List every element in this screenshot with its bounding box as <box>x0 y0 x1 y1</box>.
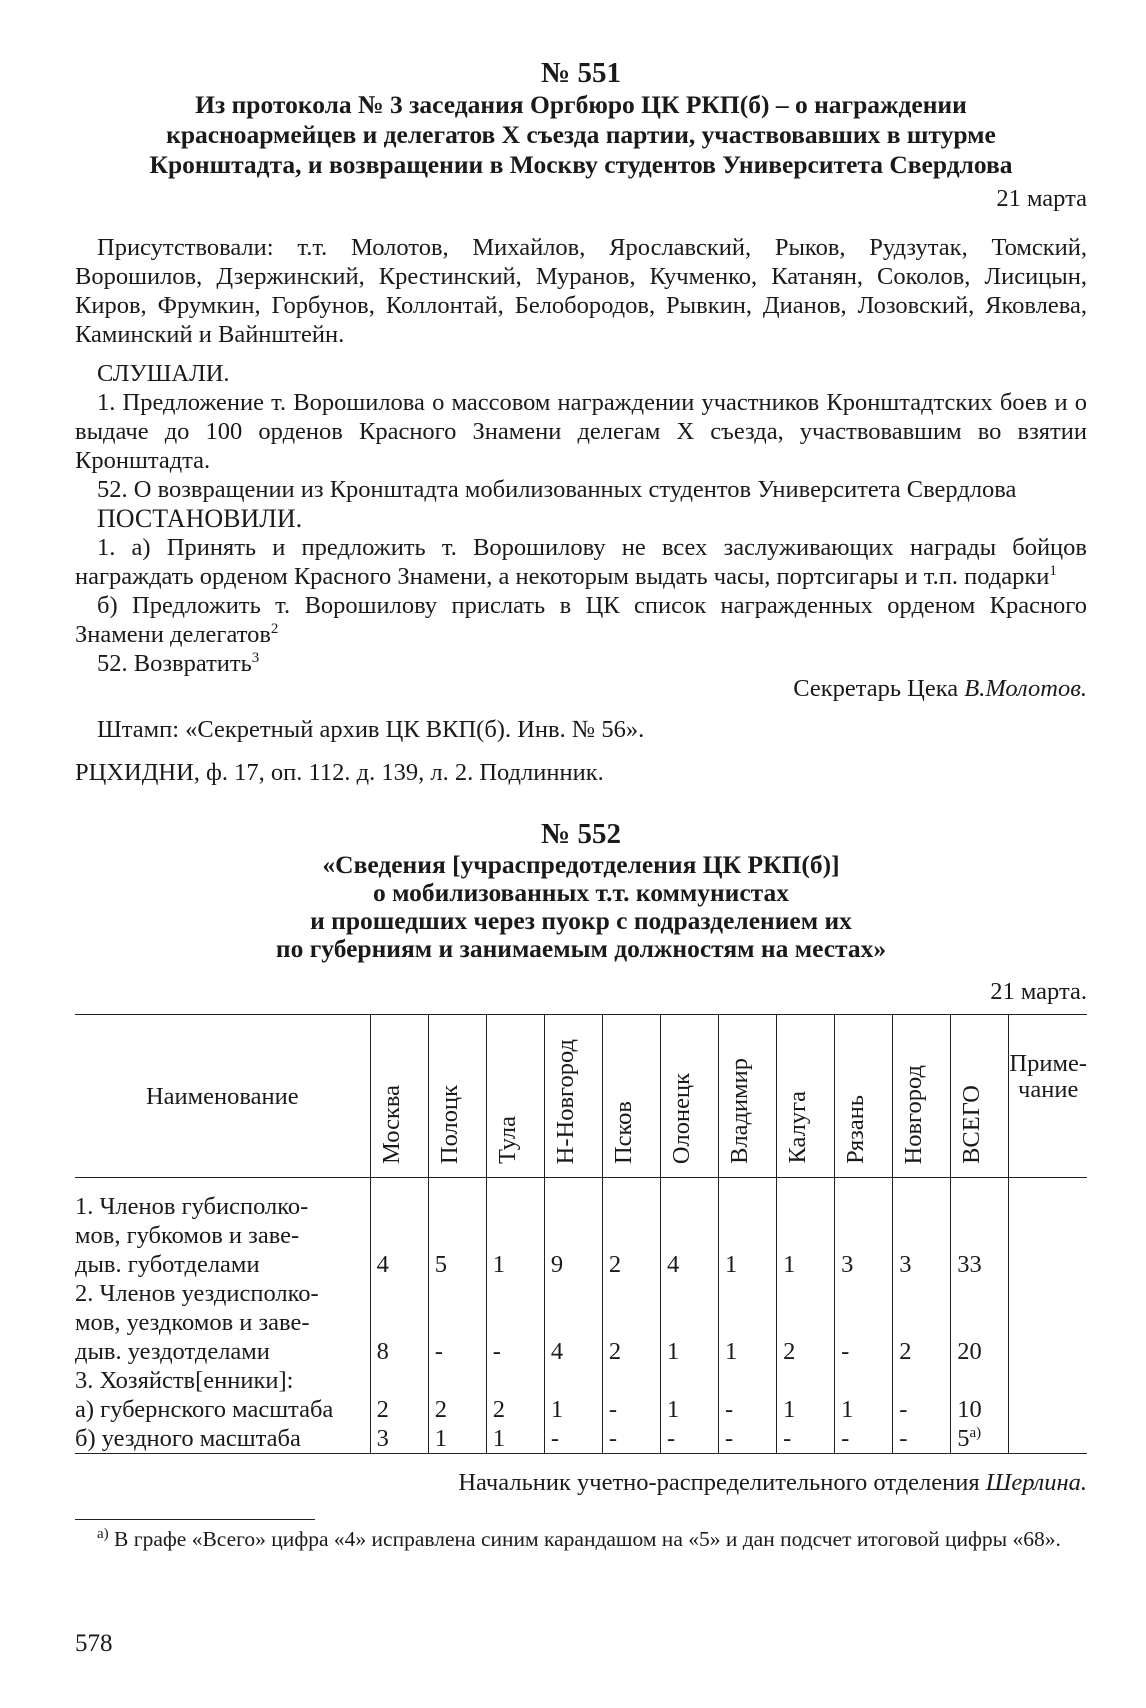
table-cell <box>951 1279 1009 1366</box>
row-label-line: б) уездного масштаба <box>75 1425 301 1452</box>
title-line: Кронштадта, и возвращении в Москву студентов Университета Свердлова <box>149 150 1013 179</box>
header-column: Тула <box>493 1115 521 1164</box>
cell-value: 8 <box>376 1338 389 1365</box>
cell-value: 20 <box>957 1338 982 1365</box>
header-note-line: Приме- <box>1009 1050 1087 1077</box>
heard-heading: СЛУШАЛИ. <box>97 360 230 387</box>
row-label-line: дыв. губотделами <box>75 1251 260 1278</box>
cell-value: 5 <box>957 1425 970 1452</box>
cell-value: 33 <box>957 1251 982 1278</box>
cell-value: - <box>725 1425 734 1452</box>
table-cell <box>893 1279 951 1366</box>
cell-value: 5 <box>434 1251 447 1278</box>
row-label-line: а) губернского масштаба <box>75 1396 334 1423</box>
title-line: красноармейцев и делегатов X съезда партии, участвовавших в штурме <box>166 120 996 149</box>
attendees: Присутствовали: т.т. Молотов, Михайлов, Ярославский, Рыков, Рудзутак, Томский, Ворошилов, Дзержинский, Крестинский, Муранов, Кучменко, Катанян, Соколов, Лисицын, Киров, Фрумкин, Горбунов, Коллонтай, Белобородов, Рывкин, Дианов, Лозовский, Яковлева, Каминский и Вайнштейн. <box>75 234 1087 348</box>
cell-value: - <box>666 1425 676 1452</box>
cell-value: 3 <box>841 1251 854 1278</box>
table-cell <box>719 1178 777 1280</box>
table-cell <box>719 1366 777 1424</box>
table-cell <box>777 1178 835 1280</box>
title-line: и прошедших через пуокр с подразделением их <box>310 906 852 935</box>
cell-value: 1 <box>666 1338 680 1365</box>
resolved-item-1b <box>75 591 1087 649</box>
table-cell <box>835 1424 893 1454</box>
header-column: Москва <box>377 1085 405 1164</box>
table-header-row <box>75 1015 1087 1178</box>
table-cell <box>951 1366 1009 1424</box>
text: б) Предложить т. Ворошилову прислать в ЦК список награжденных орденом Красного Знамени делегатов <box>75 592 1087 648</box>
cell-value: 4 <box>550 1338 564 1365</box>
row-label-line: мов, губкомов и заве- <box>75 1222 300 1249</box>
table-cell <box>544 1178 602 1280</box>
cell-value: 3 <box>376 1425 389 1452</box>
row-label-line: 1. Членов губисполко- <box>75 1193 309 1220</box>
signature-name: Шерлина. <box>985 1469 1087 1496</box>
doc-551-number: № 551 <box>541 57 621 89</box>
cell-value: - <box>841 1338 850 1365</box>
table-cell <box>370 1279 428 1366</box>
title-line: Из протокола № 3 заседания Оргбюро ЦК РКП(б) – о награждении <box>195 90 967 119</box>
heard-item-1: 1. Предложение т. Ворошилова о массовом награждении участников Кронштадтских боев и о выдаче до 100 орденов Красного Знамени делегам X съезда, участвовавшим во взятии Кронштадта. <box>75 389 1087 474</box>
table-cell <box>777 1279 835 1366</box>
cell-value: 1 <box>783 1251 796 1278</box>
table-cell <box>370 1366 428 1424</box>
cell-value: 1 <box>492 1251 505 1278</box>
page-number: 578 <box>75 1630 113 1657</box>
table-cell <box>951 1424 1009 1454</box>
footnote <box>75 1526 1087 1552</box>
cell-value: 2 <box>608 1251 622 1278</box>
table-cell <box>428 1178 486 1280</box>
footnote-ref: 3 <box>251 649 260 666</box>
row-label <box>75 1424 370 1454</box>
header-column: Новгород <box>900 1064 928 1164</box>
mobilized-communists-table <box>75 1014 1087 1454</box>
table-row <box>75 1178 1087 1280</box>
table-cell <box>602 1279 660 1366</box>
title-line: о мобилизованных т.т. коммунистах <box>373 878 789 907</box>
header-name: Наименование <box>145 1082 299 1110</box>
table-cell <box>893 1178 951 1280</box>
doc-551-title <box>75 90 1087 180</box>
cell-value: 1 <box>550 1396 564 1423</box>
cell-value: 1 <box>841 1396 854 1423</box>
table-cell <box>835 1279 893 1366</box>
heard-item-52: 52. О возвращении из Кронштадта мобилизованных студентов Университета Свердлова <box>97 476 1017 503</box>
note-cell <box>1009 1178 1087 1280</box>
row-label <box>75 1366 370 1424</box>
table-cell <box>719 1424 777 1454</box>
footnote-divider <box>75 1519 315 1520</box>
doc-552-date: 21 марта. <box>990 978 1087 1005</box>
archive-reference: РЦХИДНИ, ф. 17, оп. 112. д. 139, л. 2. Подлинник. <box>75 759 604 786</box>
doc-552-number: № 552 <box>541 818 621 850</box>
cell-value: 10 <box>957 1396 982 1423</box>
note-cell <box>1009 1366 1087 1424</box>
stamp-note: Штамп: «Секретный архив ЦК ВКП(б). Инв. № 56». <box>97 716 645 743</box>
table-cell <box>428 1424 486 1454</box>
footnote-ref: а) <box>969 1424 982 1441</box>
cell-value: 1 <box>725 1251 738 1278</box>
cell-value: 3 <box>899 1251 912 1278</box>
footnote-text: В графе «Всего» цифра «4» исправлена синим карандашом на «5» и дан подсчет итоговой цифры «68». <box>108 1527 1061 1551</box>
table-cell <box>602 1178 660 1280</box>
footnote-ref: 1 <box>1049 562 1057 579</box>
cell-value: 2 <box>899 1338 912 1365</box>
table-row <box>75 1424 1087 1454</box>
table-cell <box>544 1424 602 1454</box>
table-cell <box>486 1279 544 1366</box>
table-row <box>75 1279 1087 1366</box>
cell-value: 9 <box>550 1251 564 1278</box>
table-cell <box>835 1366 893 1424</box>
cell-value: - <box>608 1396 618 1423</box>
note-cell <box>1009 1279 1087 1366</box>
header-column: Рязань <box>842 1095 870 1164</box>
table-cell <box>893 1424 951 1454</box>
cell-value: 4 <box>666 1251 680 1278</box>
table-cell <box>893 1366 951 1424</box>
table-cell <box>428 1366 486 1424</box>
cell-value: 2 <box>376 1396 389 1423</box>
table-cell <box>660 1279 718 1366</box>
header-column: Олонецк <box>667 1072 695 1164</box>
text: 52. Возвратить <box>97 650 252 677</box>
cell-value: 2 <box>434 1396 447 1423</box>
table-cell <box>660 1424 718 1454</box>
signature-label: Секретарь Цека <box>793 675 965 702</box>
table-cell <box>777 1424 835 1454</box>
cell-value: - <box>783 1425 792 1452</box>
cell-value: 2 <box>608 1338 622 1365</box>
table-cell <box>951 1178 1009 1280</box>
table-cell <box>660 1178 718 1280</box>
cell-value: 4 <box>376 1251 389 1278</box>
cell-value: - <box>434 1338 443 1365</box>
table-cell <box>660 1366 718 1424</box>
title-line: по губерниям и занимаемым должностям на местах» <box>275 934 887 963</box>
cell-value: - <box>492 1338 501 1365</box>
cell-value: 1 <box>434 1425 447 1452</box>
row-label <box>75 1279 370 1366</box>
footnote-mark: а) <box>97 1525 109 1542</box>
signature-label: Начальник учетно-распределительного отделения <box>458 1469 986 1496</box>
cell-value: 1 <box>725 1338 738 1365</box>
note-cell <box>1009 1424 1087 1454</box>
table-cell <box>486 1366 544 1424</box>
resolved-item-1a <box>75 533 1087 591</box>
cell-value: 1 <box>783 1396 796 1423</box>
table-cell <box>544 1366 602 1424</box>
document-page <box>75 56 1087 1552</box>
cell-value: - <box>899 1425 908 1452</box>
table-cell <box>370 1178 428 1280</box>
table-cell <box>835 1178 893 1280</box>
cell-value: 2 <box>492 1396 505 1423</box>
header-column: Полоцк <box>435 1084 463 1164</box>
doc-551-signature <box>75 674 1087 703</box>
cell-value: 1 <box>666 1396 680 1423</box>
header-column: ВСЕГО <box>958 1085 986 1164</box>
header-note-line: чание <box>1018 1076 1079 1103</box>
cell-value: 1 <box>492 1425 505 1452</box>
row-label-line: 3. Хозяйств[енники]: <box>75 1367 294 1394</box>
doc-552-signature <box>75 1468 1087 1497</box>
doc-552-title <box>75 851 1087 963</box>
table-cell <box>428 1279 486 1366</box>
cell-value: - <box>608 1425 618 1452</box>
table-cell <box>602 1366 660 1424</box>
cell-value: - <box>899 1396 908 1423</box>
resolved-heading: ПОСТАНОВИЛИ. <box>97 504 303 533</box>
table-cell <box>544 1279 602 1366</box>
cell-value: - <box>550 1425 559 1452</box>
header-note <box>1009 1015 1087 1178</box>
table-cell <box>777 1366 835 1424</box>
table-cell <box>719 1279 777 1366</box>
table-cell <box>602 1424 660 1454</box>
header-column: Н-Новгород <box>551 1038 579 1164</box>
table-cell <box>486 1424 544 1454</box>
signature-name: В.Молотов. <box>964 675 1087 702</box>
footnote-ref: 2 <box>270 620 279 637</box>
row-label-line: мов, уездкомов и заве- <box>75 1309 310 1336</box>
header-column: Владимир <box>726 1058 753 1164</box>
cell-value: - <box>841 1425 850 1452</box>
row-label-line: 2. Членов уездисполко- <box>75 1280 319 1307</box>
table-cell <box>370 1424 428 1454</box>
text: 1. а) Принять и предложить т. Ворошилову не всех заслуживающих награды бойцов награждать орденом Красного Знамени, а некоторым выдать часы, портсигары и т.п. подарки <box>75 534 1087 590</box>
header-column: Калуга <box>784 1091 812 1164</box>
row-label-line: дыв. уездотделами <box>75 1338 270 1365</box>
table-cell <box>486 1178 544 1280</box>
header-column: Псков <box>609 1100 637 1164</box>
doc-551-date: 21 марта <box>996 185 1087 212</box>
cell-value: 2 <box>783 1338 796 1365</box>
title-line: «Сведения [учраспредотделения ЦК РКП(б)] <box>322 850 840 879</box>
row-label <box>75 1178 370 1280</box>
cell-value: - <box>725 1396 734 1423</box>
table-row <box>75 1366 1087 1424</box>
